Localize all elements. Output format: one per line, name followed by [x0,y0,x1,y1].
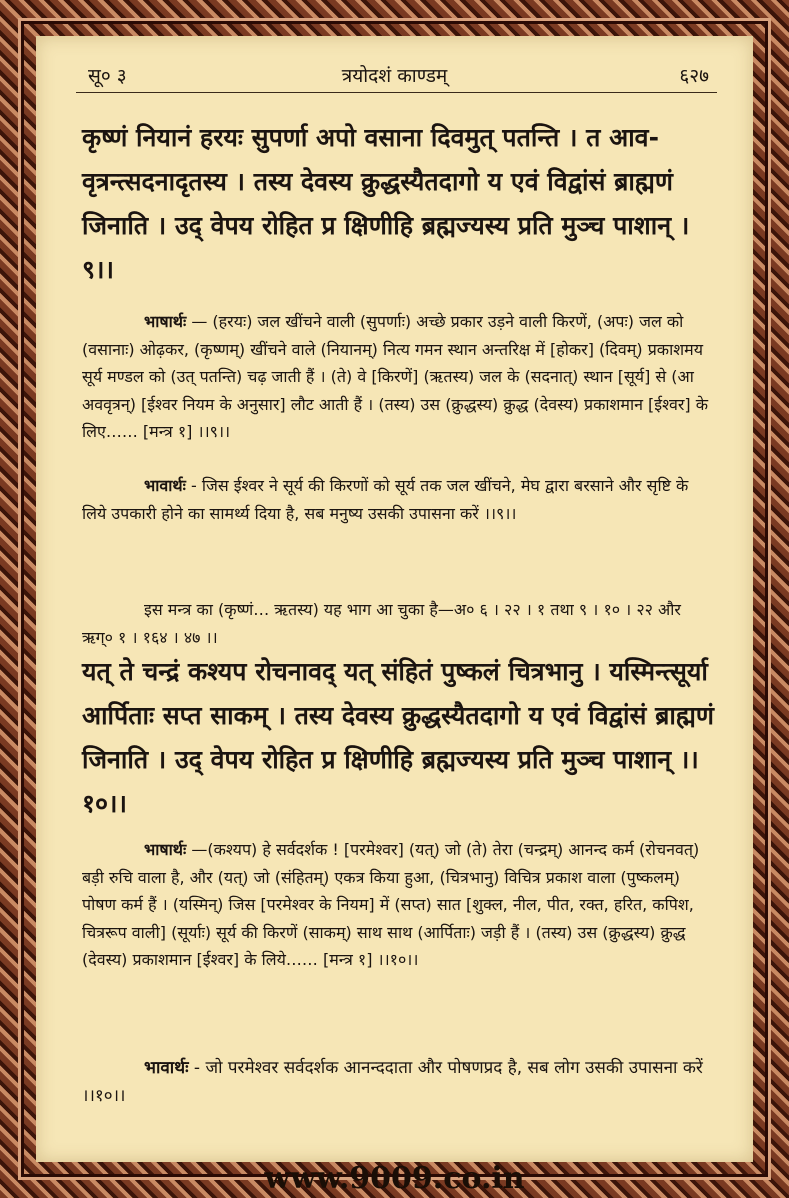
website-watermark: www.9009.co.in [264,1161,525,1196]
bhavartha-10-text: - जो परमेश्वर सर्वदर्शक आनन्ददाता और पोषणप्रद है, सब लोग उसकी उपासना करें ।।१०।। [82,1058,703,1106]
bhavartha-9 [82,472,714,527]
bhashartha-9-text: — (हरयः) जल खींचने वाली (सुपर्णाः) अच्छे प्रकार उड़ने वाली किरणें, (अपः) जल को (वसानाः) ओढ़कर, (कृष्णम्) खींचने वाले (नियानम्) नित्य गमन स्थान अन्तरिक्ष में [होकर] (दिवम्) प्रकाशमय सूर्य मण्डल को (उत् पतन्ति) चढ़ जाती हैं । (ते) वे [किरणें] (ऋतस्य) जल के (सदनात्) स्थान [सूर्य] से (आ अववृत्रन्) [ईश्वर नियम के अनुसार] लौट आती हैं । (तस्य) उस (क्रुद्धस्य) क्रुद्ध (देवस्य) प्रकाशमान [ईश्वर] के लिए…… [मन्त्र १] ।।९।। [82,312,709,441]
page-number: ६२७ [679,65,709,87]
sukta-number: सू० ३ [88,65,127,87]
reference-note-9-text: इस मन्त्र का (कृष्णं… ऋतस्य) यह भाग आ चुका है—अ० ६ । २२ । १ तथा ९ । १० । २२ और ऋग्० १ । १६४ । ४७ ।। [82,600,681,647]
kanda-title: त्रयोदशं काण्डम् [341,65,448,87]
bhashartha-9 [82,308,714,446]
bhavartha-9-text: - जिस ईश्वर ने सूर्य की किरणों को सूर्य तक जल खींचने, मेघ द्वारा बरसाने और सृष्टि के लिये उपकारी होने का सामर्थ्य दिया है, सब मनुष्य उसकी उपासना करें ।।९।। [82,476,689,523]
bhavartha-10-label: भावार्थः [144,1058,189,1078]
bhashartha-10-text: —(कश्यप) हे सर्वदर्शक ! [परमेश्वर] (यत्) जो (ते) तेरा (चन्द्रम्) आनन्द कर्म (रोचनवत्) बड़ी रुचि वाला है, और (यत्) जो (संहितम्) एकत्र किया हुआ, (चित्रभानु) विचित्र प्रकाश वाला (पुष्कलम्) पोषण कर्म हैं । (यस्मिन्) जिस [परमेश्वर के नियम] में (सप्त) सात [शुक्ल, नील, पीत, रक्त, हरित, कपिश, चित्ररूप वाली] (सूर्याः) सूर्य की किरणें (साकम्) साथ साथ (आर्पिताः) जड़ी हैं । (तस्य) उस (क्रुद्धस्य) क्रुद्ध (देवस्य) प्रकाशमान [ईश्वर] के लिये…… [मन्त्र १] ।।१०।। [82,840,700,969]
verse-10: यत् ते चन्द्रं कश्यप रोचनावद् यत् संहितं पुष्कलं चित्रभानु । यस्मिन्त्सूर्या आर्पिताः सप्त साकम् । तस्य देवस्य क्रुद्धस्यैतदागो य एवं विद्वांसं ब्राह्मणं जिनाति । उद् वेपय रोहित प्र क्षिणीहि ब्रह्मज्यस्य प्रति मुञ्च पाशान् ।।१०।। [82,657,714,818]
bhashartha-10 [82,836,714,974]
bhavartha-10 [82,1054,714,1110]
bhashartha-9-label: भाषार्थः [144,312,187,331]
bhavartha-9-label: भावार्थः [144,476,186,495]
page-header [36,62,753,86]
book-page [36,36,753,1162]
verse-9: कृष्णं नियानं हरयः सुपर्णा अपो वसाना दिवमुत् पतन्ति । त आव- वृत्रन्त्सदनादृतस्य । तस्य देवस्य क्रुद्धस्यैतदागो य एवं विद्वांसं ब्राह्मणं जिनाति । उद् वेपय रोहित प्र क्षिणीहि ब्रह्मज्यस्य प्रति मुञ्च पाशान् । ९।। [82,123,690,284]
bhashartha-10-label: भाषार्थः [144,840,187,859]
header-rule [76,92,717,93]
reference-note-9 [82,596,714,651]
